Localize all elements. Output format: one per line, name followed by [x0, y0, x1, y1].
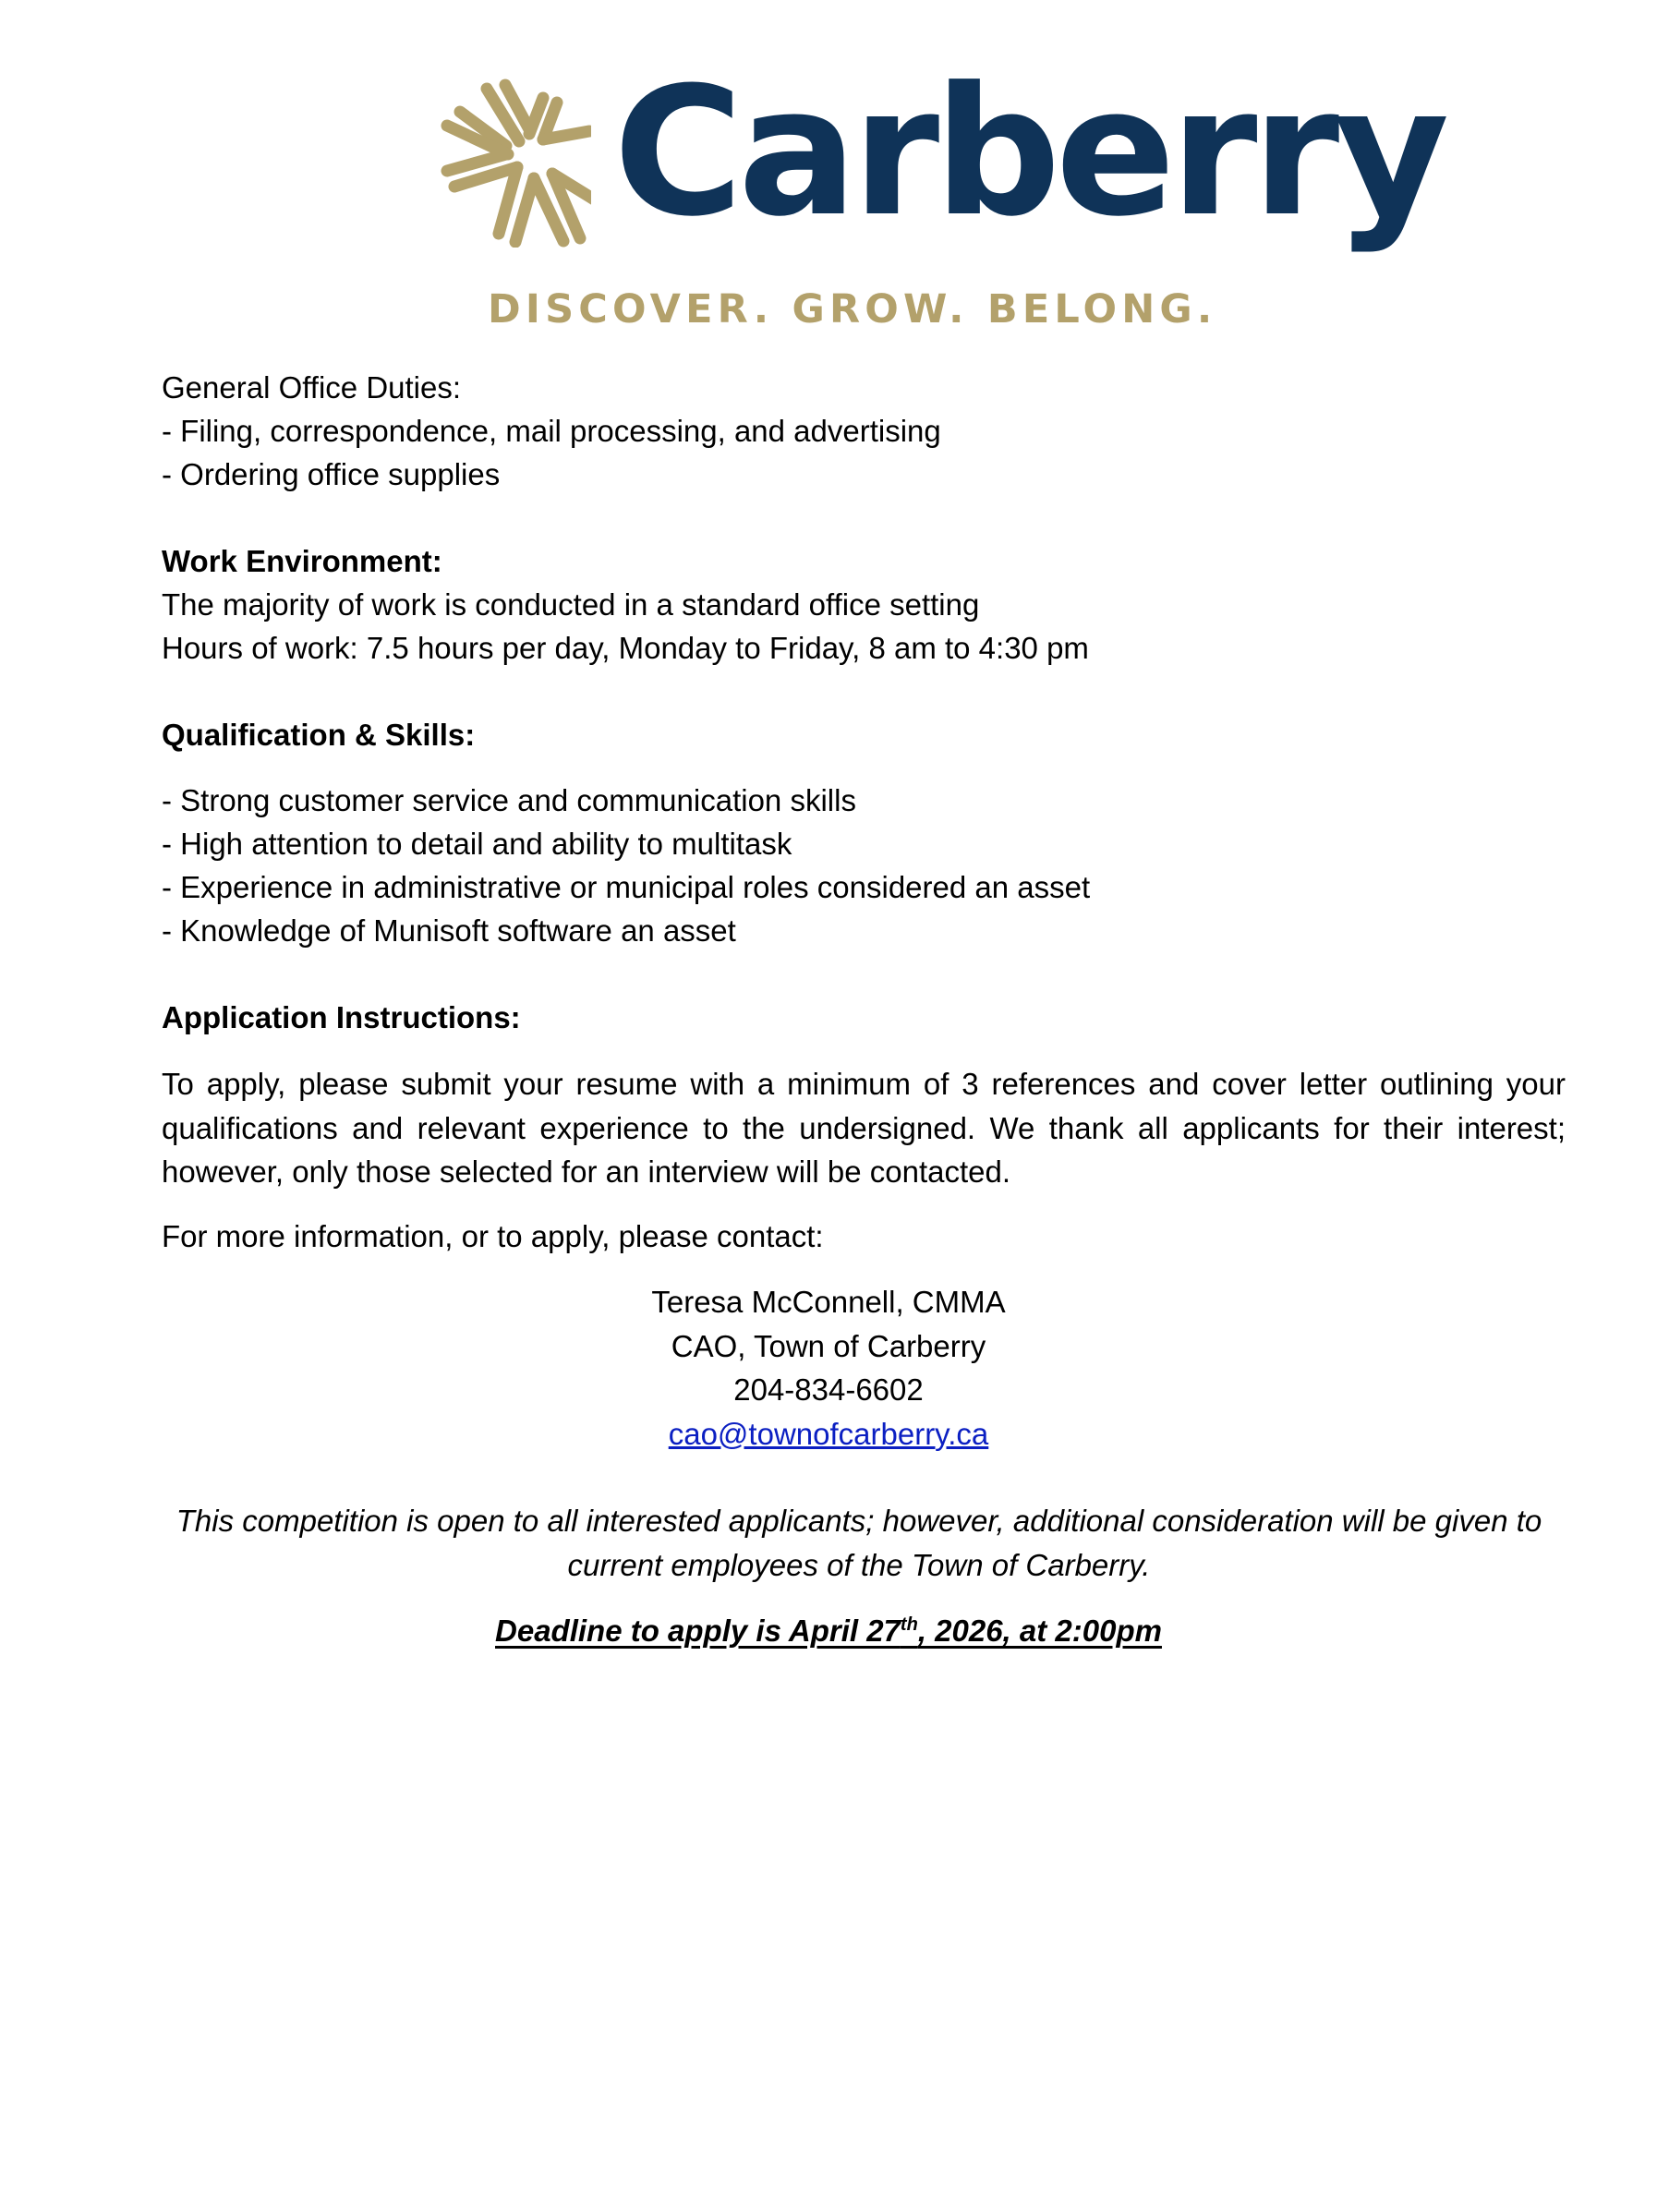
qualification-item: - Strong customer service and communication skills	[162, 783, 856, 817]
qualification-item: - High attention to detail and ability to multitask	[162, 827, 792, 861]
qualifications-heading: Qualification & Skills:	[162, 718, 476, 752]
deadline-superscript: th	[900, 1614, 918, 1635]
duties-item: - Ordering office supplies	[162, 457, 501, 491]
qualification-item: - Knowledge of Munisoft software an asset	[162, 913, 736, 948]
logo-tagline: DISCOVER. GROW. BELONG.	[488, 286, 1217, 332]
contact-email-link[interactable]: cao@townofcarberry.ca	[668, 1416, 989, 1451]
duties-heading: General Office Duties:	[162, 370, 462, 405]
contact-name: Teresa McConnell, CMMA	[651, 1285, 1006, 1319]
deadline-suffix: , 2026, at 2:00pm	[917, 1614, 1162, 1648]
qualification-item: - Experience in administrative or municipal roles considered an asset	[162, 870, 1091, 904]
deadline-prefix: Deadline to apply is April 27	[495, 1614, 901, 1648]
duties-item: - Filing, correspondence, mail processing, and advertising	[162, 414, 941, 448]
work-environment-line: The majority of work is conducted in a standard office setting	[162, 587, 980, 622]
contact-block	[0, 1280, 1657, 1456]
work-environment-line: Hours of work: 7.5 hours per day, Monday to Friday, 8 am to 4:30 pm	[162, 631, 1089, 665]
application-heading: Application Instructions:	[162, 1000, 521, 1034]
starburst-logo-icon	[434, 72, 591, 248]
work-environment-heading: Work Environment:	[162, 544, 442, 578]
application-deadline	[0, 1613, 1657, 1650]
contact-title: CAO, Town of Carberry	[671, 1328, 986, 1363]
competition-notice: This competition is open to all interested applicants; however, additional consideration will be given to current employees of the Town of Carberry.	[175, 1504, 1542, 1582]
logo-wordmark: Carberry	[613, 50, 1445, 256]
contact-intro: For more information, or to apply, please contact:	[162, 1219, 824, 1253]
contact-phone: 204-834-6602	[733, 1372, 924, 1407]
application-paragraph: To apply, please submit your resume with a minimum of 3 references and cover letter outlining your qualifications and relevant experience to the undersigned. We thank all applicants for their interest; however, only those selected for an interview will be contacted.	[162, 1067, 1566, 1189]
